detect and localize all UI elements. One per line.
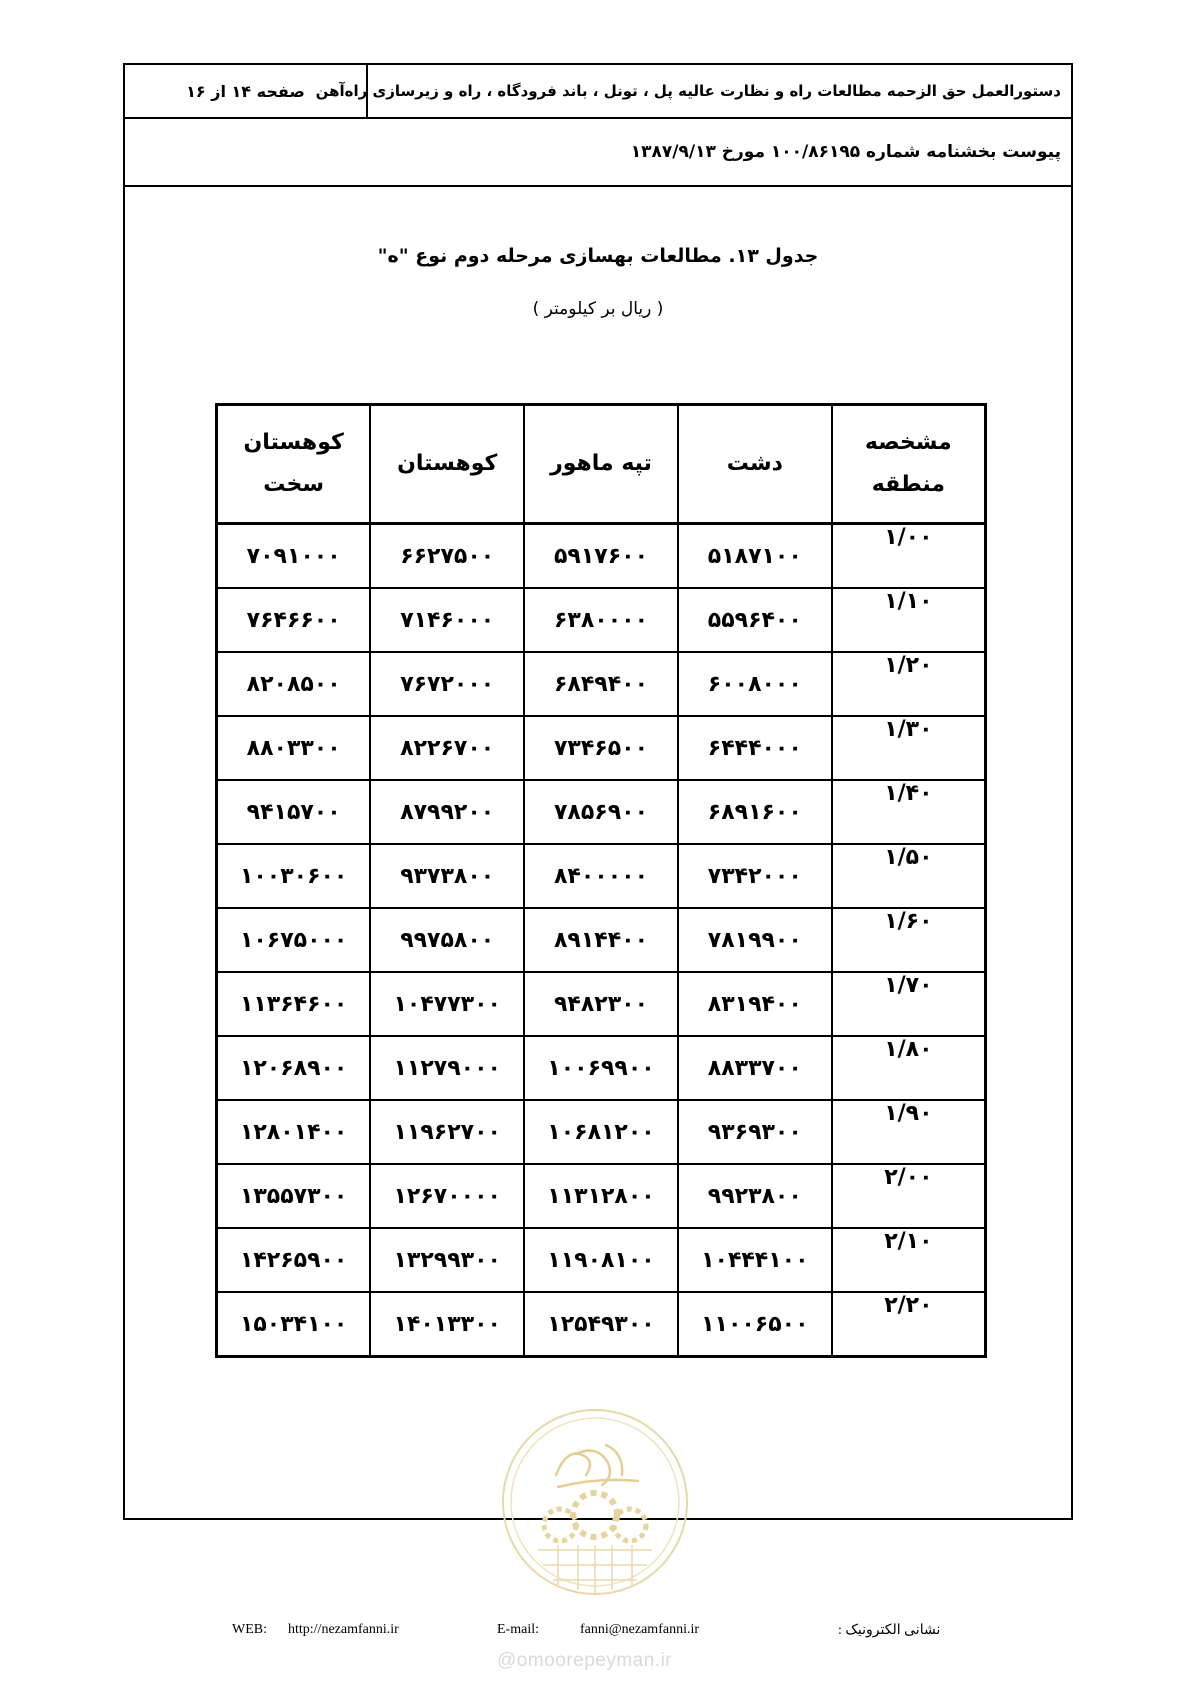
table-header-row [217,405,986,524]
table-row [217,844,986,908]
cell-tappeh-mahoor: ۸۴۰۰۰۰۰ [524,844,678,908]
cell-tappeh-mahoor: ۵۹۱۷۶۰۰ [524,524,678,589]
column-header-line: مشخصه [864,430,952,456]
table-row [217,652,986,716]
cell-zone: ۱/۴۰ [832,780,986,844]
cell-dasht: ۵۱۸۷۱۰۰ [678,524,832,589]
cell-tappeh-mahoor: ۱۱۹۰۸۱۰۰ [524,1228,678,1292]
column-header-kuhestan: کوهستان [370,405,524,524]
web-link[interactable]: http://nezamfanni.ir [288,1622,399,1637]
column-header-dasht: دشت [678,405,832,524]
cell-kuhestan-sakht: ۸۲۰۸۵۰۰ [217,652,371,716]
cell-dasht: ۸۸۳۳۷۰۰ [678,1036,832,1100]
column-header-kuhestan-sakht [217,405,371,524]
cell-kuhestan: ۱۱۹۶۲۷۰۰ [370,1100,524,1164]
cell-kuhestan-sakht: ۸۸۰۳۳۰۰ [217,716,371,780]
column-header-zone [832,405,986,524]
cell-dasht: ۸۳۱۹۴۰۰ [678,972,832,1036]
page-number: صفحه ۱۴ از ۱۶ [125,65,368,117]
cell-kuhestan: ۷۶۷۲۰۰۰ [370,652,524,716]
unit-label: ( ریال بر کیلومتر ) [532,299,664,319]
cell-kuhestan: ۹۳۷۳۸۰۰ [370,844,524,908]
cell-dasht: ۶۸۹۱۶۰۰ [678,780,832,844]
web-label: WEB: [232,1622,267,1637]
cell-dasht: ۱۰۴۴۴۱۰۰ [678,1228,832,1292]
cell-kuhestan-sakht: ۱۴۲۶۵۹۰۰ [217,1228,371,1292]
table-row [217,524,986,589]
cell-zone: ۱/۱۰ [832,588,986,652]
cell-zone: ۱/۹۰ [832,1100,986,1164]
cell-dasht: ۶۰۰۸۰۰۰ [678,652,832,716]
cell-dasht: ۵۵۹۶۴۰۰ [678,588,832,652]
cell-kuhestan-sakht: ۱۰۰۳۰۶۰۰ [217,844,371,908]
table-title: جدول ۱۳. مطالعات بهسازی مرحله دوم نوع "ه" [377,245,819,267]
cell-kuhestan: ۱۱۲۷۹۰۰۰ [370,1036,524,1100]
cell-dasht: ۷۳۴۲۰۰۰ [678,844,832,908]
column-header-tappeh-mahoor: تپه ماهور [524,405,678,524]
cell-zone: ۱/۵۰ [832,844,986,908]
table-row [217,972,986,1036]
cell-kuhestan-sakht: ۹۴۱۵۷۰۰ [217,780,371,844]
cell-kuhestan-sakht: ۱۰۶۷۵۰۰۰ [217,908,371,972]
cell-tappeh-mahoor: ۷۸۵۶۹۰۰ [524,780,678,844]
table-row [217,716,986,780]
cell-dasht: ۷۸۱۹۹۰۰ [678,908,832,972]
cell-kuhestan: ۱۳۲۹۹۳۰۰ [370,1228,524,1292]
cell-zone: ۱/۷۰ [832,972,986,1036]
cell-zone: ۱/۲۰ [832,652,986,716]
cell-kuhestan-sakht: ۱۲۰۶۸۹۰۰ [217,1036,371,1100]
table-row [217,908,986,972]
table-row [217,780,986,844]
cell-kuhestan: ۱۰۴۷۷۳۰۰ [370,972,524,1036]
cell-zone: ۱/۸۰ [832,1036,986,1100]
cell-zone: ۱/۰۰ [832,524,986,589]
cell-kuhestan-sakht: ۷۶۴۶۶۰۰ [217,588,371,652]
column-header-line: منطقه [871,472,945,497]
footer-email [497,1622,699,1638]
cell-tappeh-mahoor: ۱۱۳۱۲۸۰۰ [524,1164,678,1228]
cell-tappeh-mahoor: ۷۳۴۶۵۰۰ [524,716,678,780]
cell-tappeh-mahoor: ۸۹۱۴۴۰۰ [524,908,678,972]
table-row [217,1100,986,1164]
watermark-text: @omoorepeyman.ir [497,1650,673,1671]
cell-kuhestan-sakht: ۱۲۸۰۱۴۰۰ [217,1100,371,1164]
cell-kuhestan: ۹۹۷۵۸۰۰ [370,908,524,972]
cell-kuhestan-sakht: ۱۵۰۳۴۱۰۰ [217,1292,371,1357]
document-title: دستورالعمل حق الزحمه مطالعات راه و نظارت عالیه پل ، تونل ، باند فرودگاه ، راه و زیرسازی راه‌آهن [315,82,1061,100]
cell-zone: ۲/۰۰ [832,1164,986,1228]
cell-kuhestan: ۸۲۲۶۷۰۰ [370,716,524,780]
cell-zone: ۱/۶۰ [832,908,986,972]
email-label-fa: نشانی الکترونیک : [838,1623,941,1638]
cell-kuhestan-sakht: ۷۰۹۱۰۰۰ [217,524,371,589]
table-row [217,1228,986,1292]
table-row [217,588,986,652]
table-body [217,524,986,1357]
cell-dasht: ۶۴۴۴۰۰۰ [678,716,832,780]
cell-tappeh-mahoor: ۱۲۵۴۹۳۰۰ [524,1292,678,1357]
cell-dasht: ۹۳۶۹۳۰۰ [678,1100,832,1164]
cell-tappeh-mahoor: ۱۰۶۸۱۲۰۰ [524,1100,678,1164]
cell-dasht: ۹۹۲۳۸۰۰ [678,1164,832,1228]
column-header-line: کوهستان [243,430,344,456]
table-row [217,1292,986,1357]
cell-tappeh-mahoor: ۶۳۸۰۰۰۰ [524,588,678,652]
header-row [125,65,1071,119]
cell-kuhestan: ۸۷۹۹۲۰۰ [370,780,524,844]
cell-kuhestan: ۷۱۴۶۰۰۰ [370,588,524,652]
cell-kuhestan: ۱۲۶۷۰۰۰۰ [370,1164,524,1228]
column-header-line: سخت [263,472,325,497]
attachment-reference: پیوست بخشنامه شماره ۱۰۰/۸۶۱۹۵ مورخ ۱۳۸۷/۹/۱۳ [125,119,1071,187]
cell-kuhestan-sakht: ۱۳۵۵۷۳۰۰ [217,1164,371,1228]
cell-zone: ۱/۳۰ [832,716,986,780]
cell-dasht: ۱۱۰۰۶۵۰۰ [678,1292,832,1357]
table-row [217,1036,986,1100]
cell-kuhestan: ۱۴۰۱۳۳۰۰ [370,1292,524,1357]
email-label: E-mail: [497,1622,539,1637]
stamp-logo [498,1405,692,1599]
page-frame [123,63,1073,1520]
cell-tappeh-mahoor: ۶۸۴۹۴۰۰ [524,652,678,716]
cell-kuhestan: ۶۶۲۷۵۰۰ [370,524,524,589]
rates-table [215,403,987,1358]
table-row [217,1164,986,1228]
cell-tappeh-mahoor: ۱۰۰۶۹۹۰۰ [524,1036,678,1100]
cell-kuhestan-sakht: ۱۱۳۶۴۶۰۰ [217,972,371,1036]
footer-web [232,1622,399,1638]
email-link[interactable]: fanni@nezamfanni.ir [580,1622,700,1637]
cell-zone: ۲/۱۰ [832,1228,986,1292]
cell-tappeh-mahoor: ۹۴۸۲۳۰۰ [524,972,678,1036]
cell-zone: ۲/۲۰ [832,1292,986,1357]
